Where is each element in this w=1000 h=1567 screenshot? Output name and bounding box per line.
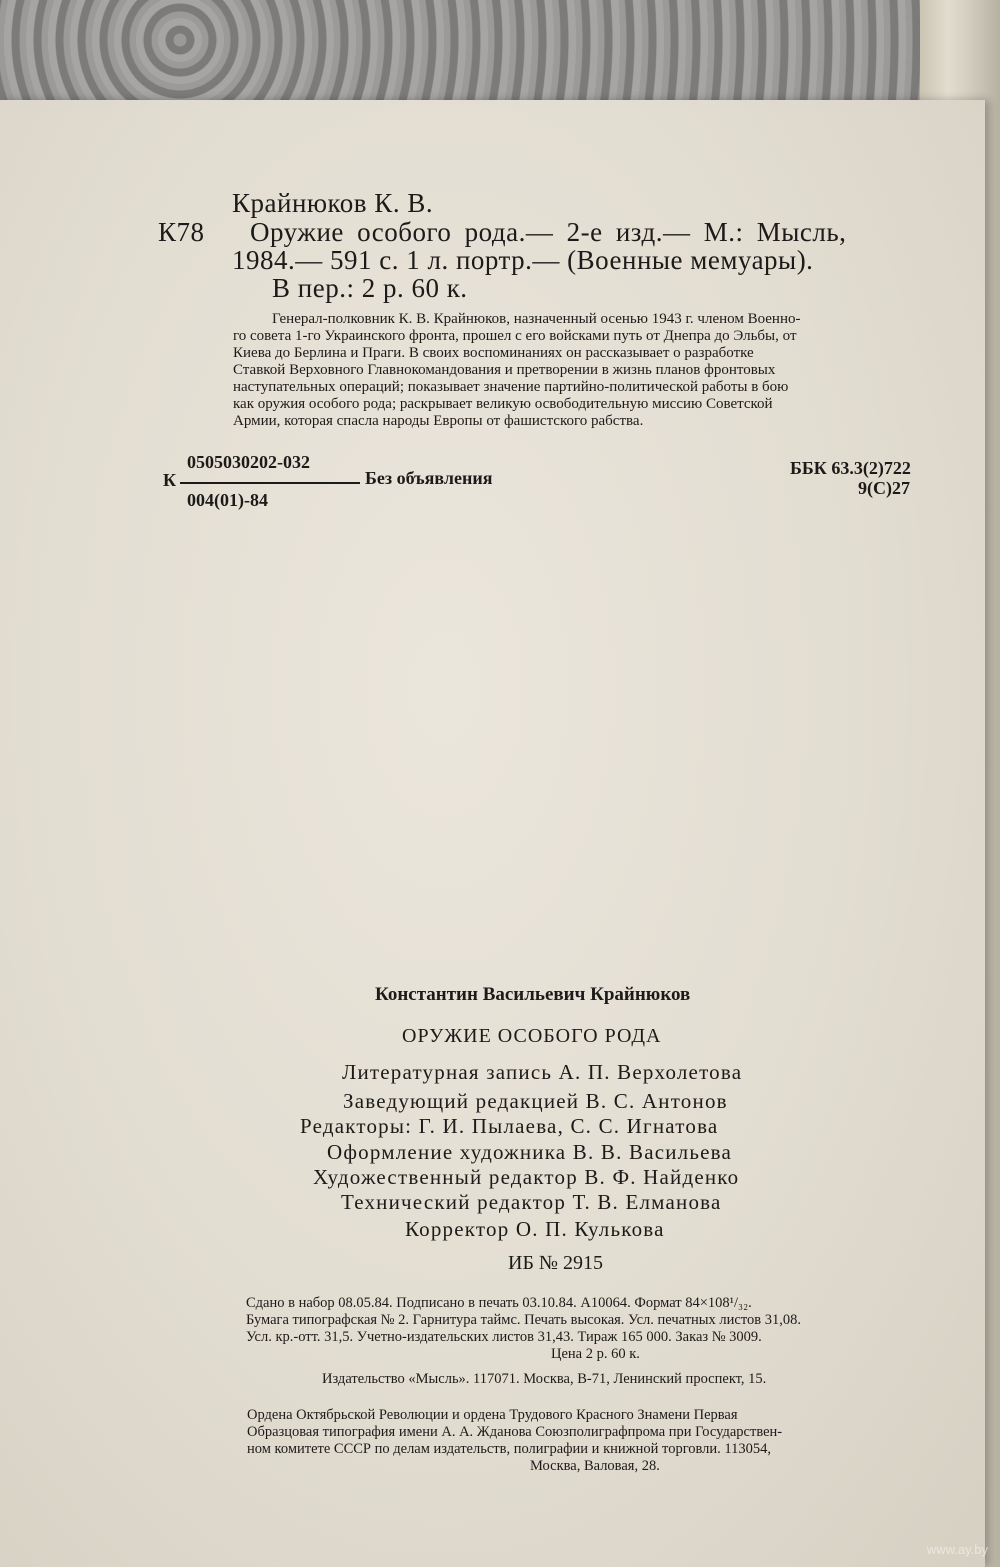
publisher: Издательство «Мысль». 117071. Москва, В-71, Ленинский проспект, 15. xyxy=(322,1371,767,1387)
credit-line: Литературная запись А. П. Верхолетова xyxy=(342,1060,743,1084)
index-denominator: 004(01)-84 xyxy=(187,490,268,510)
card-line-1: Оружие особого рода.— 2-е изд.— М.: Мысль, xyxy=(250,217,847,247)
printer-line: Образцовая типография имени А. А. Жданова Союзполиграфпрома при Государствен- xyxy=(247,1424,783,1440)
card-line-2: 1984.— 591 с. 1 л. портр.— (Военные мемуары). xyxy=(232,245,814,275)
printer-line: Москва, Валовая, 28. xyxy=(530,1458,660,1474)
card-code: К78 xyxy=(158,217,205,247)
credit-line: Художественный редактор В. Ф. Найденко xyxy=(313,1165,740,1189)
credit-line: Редакторы: Г. И. Пылаева, С. С. Игнатова xyxy=(300,1114,719,1138)
annotation-line: го совета 1-го Украинского фронта, прошел с его войсками путь от Днепра до Эльбы, от xyxy=(233,328,797,344)
annotation-line: Генерал-полковник К. В. Крайнюков, назначенный осенью 1943 г. членом Военно- xyxy=(272,311,801,327)
annotation-line: наступательных операций; показывает значение партийно-политической работы в бою xyxy=(233,379,789,395)
annotation-line: Ставкой Верховного Главнокомандования и претворении в жизнь планов фронтовых xyxy=(233,362,776,378)
bbk-code: ББК 63.3(2)722 xyxy=(790,458,911,478)
card-line-3: В пер.: 2 р. 60 к. xyxy=(272,273,468,303)
annotation-line: Киева до Берлина и Праги. В своих воспоминаниях он рассказывает о разработке xyxy=(233,345,754,361)
author-full-name: Константин Васильевич Крайнюков xyxy=(375,984,691,1005)
book-page xyxy=(0,100,985,1567)
credit-line: Технический редактор Т. В. Елманова xyxy=(341,1190,722,1214)
imprint-line: Усл. кр.-отт. 31,5. Учетно-издательских листов 31,43. Тираж 165 000. Заказ № 3009. xyxy=(246,1329,762,1345)
index-note: Без объявления xyxy=(365,468,493,488)
watermark: www.ay.by xyxy=(926,1542,988,1557)
index-numerator: 0505030202-032 xyxy=(187,452,310,472)
imprint-line: Бумага типографская № 2. Гарнитура таймс. Печать высокая. Усл. печатных листов 31,08. xyxy=(246,1312,801,1328)
printer-line: ном комитете СССР по делам издательств, полиграфии и книжной торговли. 113054, xyxy=(247,1441,772,1457)
fraction-rule xyxy=(180,482,360,484)
card-author: Крайнюков К. В. xyxy=(232,188,434,218)
book-title: ОРУЖИЕ ОСОБОГО РОДА xyxy=(402,1025,662,1047)
index-letter: К xyxy=(163,470,177,490)
credit-line: Корректор О. П. Кулькова xyxy=(405,1217,665,1241)
price: Цена 2 р. 60 к. xyxy=(551,1346,640,1362)
imprint-line: Сдано в набор 08.05.84. Подписано в печать 03.10.84. А10064. Формат 84×108¹/₃₂. xyxy=(246,1295,752,1311)
annotation-line: как оружия особого рода; раскрывает великую освободительную миссию Советской xyxy=(233,396,773,412)
annotation-line: Армии, которая спасла народы Европы от фашистского рабства. xyxy=(233,413,644,429)
bbk-subcode: 9(С)27 xyxy=(858,478,910,498)
credit-line: Оформление художника В. В. Васильева xyxy=(327,1140,733,1164)
printer-line: Ордена Октябрьской Революции и ордена Трудового Красного Знамени Первая xyxy=(247,1407,738,1423)
credit-line: Заведующий редакцией В. С. Антонов xyxy=(343,1089,728,1113)
ib-number: ИБ № 2915 xyxy=(508,1252,604,1274)
